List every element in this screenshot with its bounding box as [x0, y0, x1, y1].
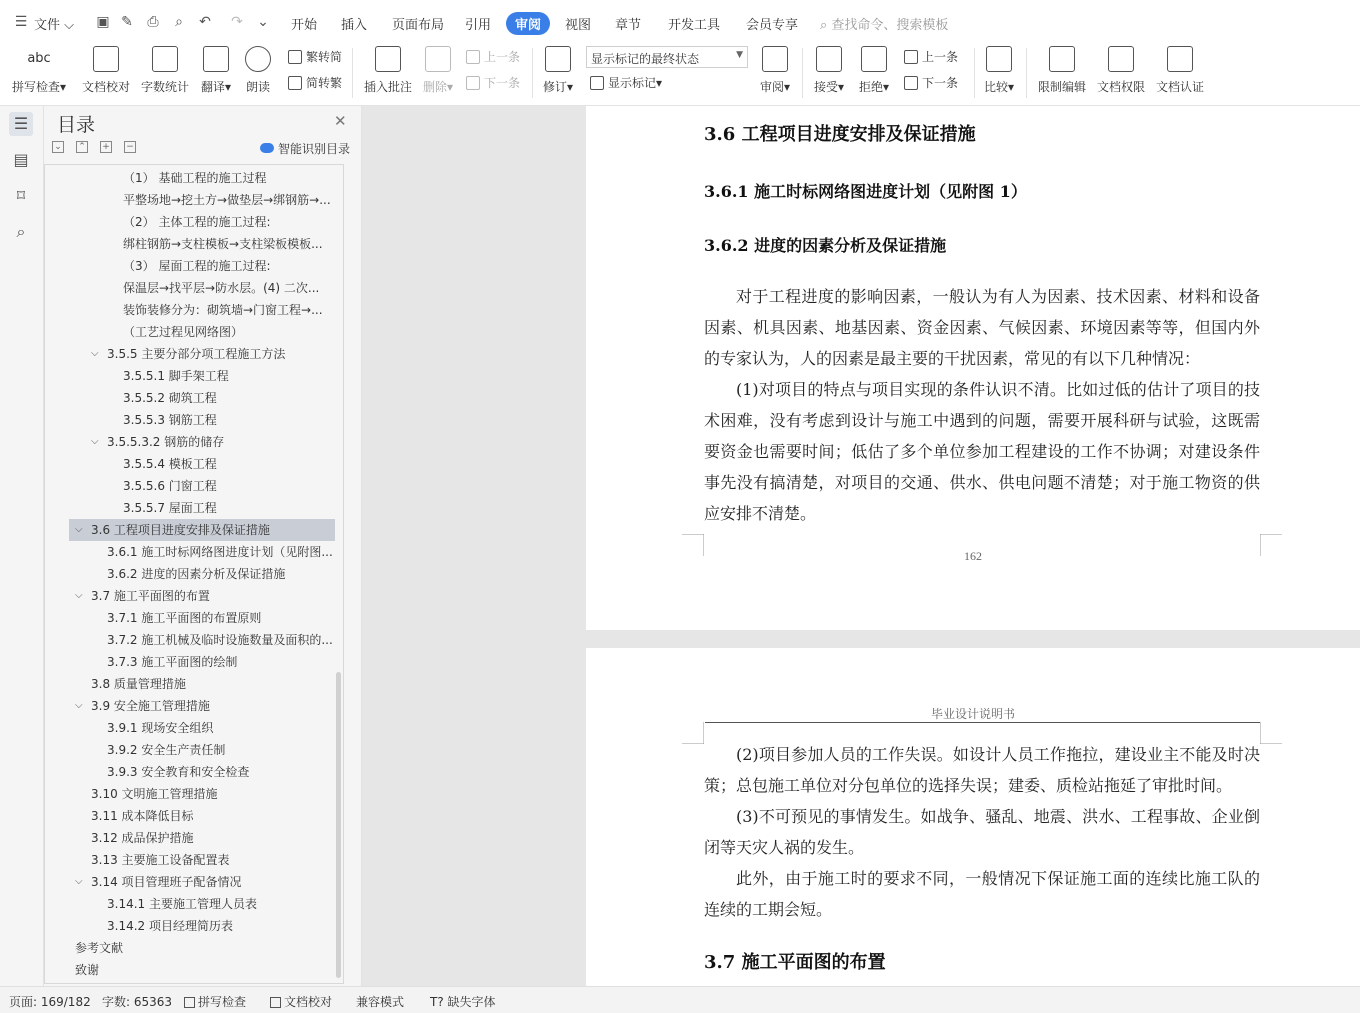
- menu-bar: [0, 0, 1360, 44]
- show-markup-label: 显示标记: [608, 76, 657, 90]
- toc-item-label: （3） 屋面工程的施工过程:: [123, 259, 271, 273]
- toc-item-label: （2） 主体工程的施工过程:: [123, 215, 271, 229]
- doc-proof-button[interactable]: [78, 44, 134, 104]
- word-count-icon: [152, 46, 178, 72]
- toc-item[interactable]: [69, 959, 335, 981]
- tab-view[interactable]: 视图: [565, 18, 592, 33]
- doc-proof-status[interactable]: [270, 993, 332, 1010]
- ribbon-separator: [352, 48, 353, 98]
- toc-item-label: 3.5.5.7 屋面工程: [123, 501, 217, 515]
- document-page: [586, 106, 1360, 630]
- heading-3-6-2: 3.6.2 进度的因素分析及保证措施: [704, 236, 947, 255]
- chevron-down-icon: ▼: [736, 50, 743, 60]
- toc-item-label: 保温层→找平层→防水层。(4) 二次...: [123, 281, 320, 295]
- accept-icon: [816, 46, 842, 72]
- toc-item-label: 3.14.2 项目经理简历表: [107, 919, 233, 933]
- word-count-label: 字数统计: [140, 80, 189, 94]
- toc-item[interactable]: [69, 453, 335, 475]
- tab-page-layout[interactable]: 页面布局: [392, 18, 445, 33]
- toc-item[interactable]: [69, 475, 335, 497]
- document-page: [586, 648, 1360, 986]
- toc-item[interactable]: [69, 607, 335, 629]
- missing-font-label: 缺失字体: [447, 995, 496, 1009]
- toc-item-label: 3.5.5.4 模板工程: [123, 457, 217, 471]
- spell-check-label: 拼写检查: [11, 80, 60, 94]
- bookmark-icon[interactable]: ⌑: [16, 186, 26, 205]
- toc-item-label: 3.12 成品保护措施: [91, 831, 194, 845]
- toc-item[interactable]: [69, 541, 335, 563]
- header-rule: [705, 722, 1260, 723]
- tab-chapter[interactable]: 章节: [615, 18, 642, 33]
- heading-3-6-1: 3.6.1 施工时标网络图进度计划（见附图 1）: [704, 182, 1027, 201]
- toc-item-label: 3.5.5.2 砌筑工程: [123, 391, 217, 405]
- toc-item[interactable]: [69, 761, 335, 783]
- toc-item[interactable]: [69, 563, 335, 585]
- smart-detect-label: 智能识别目录: [278, 142, 351, 156]
- chevron-down-icon[interactable]: ⌵: [91, 436, 99, 447]
- simp-to-trad-icon: [288, 76, 302, 90]
- toc-item[interactable]: [69, 783, 335, 805]
- toc-item[interactable]: [69, 827, 335, 849]
- display-mode-value: 显示标记的最终状态: [591, 52, 700, 66]
- find-icon[interactable]: ⌕: [16, 222, 26, 241]
- toc-item[interactable]: [69, 871, 335, 893]
- review-ribbon: [0, 44, 1360, 106]
- toc-item-label: 3.7.2 施工机械及临时设施数量及面积的...: [107, 633, 333, 647]
- page-indicator[interactable]: 页面: 169/182: [9, 995, 91, 1009]
- chevron-down-icon[interactable]: ⌵: [75, 876, 83, 887]
- paragraph: 对于工程进度的影响因素，一般认为有人为因素、技术因素、材料和设备因素、机具因素、地基因素、资金因素、气候因素、环境因素等等，但国内外的专家认为，人的因素是最主要的干扰因素，常见的有以下几种情况：: [704, 287, 1260, 368]
- toc-item-label: （工艺过程见网络图）: [123, 325, 244, 339]
- page-number: 162: [964, 549, 982, 563]
- toc-item-label: 3.8 质量管理措施: [91, 677, 186, 691]
- toc-item-label: 3.6 工程项目进度安排及保证措施: [91, 523, 270, 537]
- tab-member[interactable]: 会员专享: [746, 18, 799, 33]
- smart-detect-icon: [260, 143, 274, 153]
- print-preview-icon[interactable]: ⌕: [175, 14, 183, 30]
- toc-item[interactable]: [69, 431, 335, 453]
- redo-icon[interactable]: ↷: [231, 14, 243, 30]
- toc-item-label: 3.10 文明施工管理措施: [91, 787, 218, 801]
- toc-item[interactable]: [69, 299, 335, 321]
- next-change-label: 下一条: [922, 76, 959, 90]
- spell-check-status-label: 拼写检查: [198, 995, 247, 1009]
- toc-item[interactable]: [69, 365, 335, 387]
- insert-comment-icon: [375, 46, 401, 72]
- collapse-all-icon[interactable]: ⌄: [52, 141, 64, 153]
- doc-proof-status-label: 文档校对: [284, 995, 333, 1009]
- word-count-indicator[interactable]: 字数: 65363: [102, 995, 173, 1009]
- show-markup-button[interactable]: 显示标记▾: [590, 74, 662, 91]
- toc-item-label: 3.7.1 施工平面图的布置原则: [107, 611, 262, 625]
- toc-scrollbar[interactable]: [336, 672, 341, 978]
- ribbon-separator: [1026, 48, 1027, 98]
- restrict-edit-button[interactable]: [1034, 44, 1090, 104]
- track-changes-label: 修订: [542, 80, 567, 94]
- restrict-edit-label: 限制编辑: [1037, 80, 1086, 94]
- toc-item[interactable]: [69, 167, 335, 189]
- toc-item-label: 3.6.2 进度的因素分析及保证措施: [107, 567, 286, 581]
- file-menu-label: 文件: [34, 18, 61, 33]
- next-change-icon: [904, 76, 918, 90]
- format-painter-icon[interactable]: ✎: [121, 14, 133, 30]
- trad-to-simp-label: 繁转简: [306, 50, 343, 64]
- reject-button[interactable]: 拒绝▾: [855, 44, 893, 104]
- paragraph: 此外，由于施工时的要求不同，一般情况下保证施工面的连续比施工队的连续的工期会短。: [704, 869, 1260, 919]
- toc-item[interactable]: [69, 585, 335, 607]
- save-icon[interactable]: ▣: [96, 14, 110, 30]
- hamburger-menu-icon[interactable]: ☰: [14, 14, 28, 30]
- toc-item[interactable]: [69, 651, 335, 673]
- page-corner-mark: [1260, 722, 1282, 744]
- compat-mode-status: 兼容模式: [356, 995, 405, 1009]
- font-warning-icon: T?: [430, 995, 444, 1009]
- toc-item[interactable]: [69, 211, 335, 233]
- tab-home[interactable]: 开始: [291, 18, 318, 33]
- prev-change-label: 上一条: [922, 50, 959, 64]
- paragraph: (2)项目参加人员的工作失误。如设计人员工作拖拉，建设业主不能及时决策；总包施工单位对分包单位的选择失误；建委、质检站拖延了审批时间。: [704, 745, 1260, 795]
- show-markup-icon: [590, 76, 604, 90]
- toc-item[interactable]: [69, 321, 335, 343]
- doc-permission-button[interactable]: [1093, 44, 1149, 104]
- toc-item[interactable]: [69, 915, 335, 937]
- toc-item-label: 3.9 安全施工管理措施: [91, 699, 210, 713]
- chevron-down-icon[interactable]: ⌵: [75, 700, 83, 711]
- simp-to-trad-button[interactable]: [288, 74, 342, 91]
- doc-certify-icon: [1167, 46, 1193, 72]
- tab-developer[interactable]: 开发工具: [668, 18, 721, 33]
- toc-item-label: 绑柱钢筋→支柱模板→支柱梁板模板...: [123, 237, 323, 251]
- prev-comment-label: 上一条: [484, 50, 521, 64]
- trad-to-simp-icon: [288, 50, 302, 64]
- undo-icon[interactable]: ↶: [199, 14, 211, 30]
- close-icon[interactable]: ✕: [334, 112, 347, 130]
- toc-item[interactable]: [69, 937, 335, 959]
- delete-comment-label: 删除: [422, 80, 447, 94]
- toc-item-label: 3.11 成本降低目标: [91, 809, 194, 823]
- toc-item-label: 平整场地→挖土方→做垫层→绑钢筋→...: [123, 193, 331, 207]
- toc-item[interactable]: [69, 343, 335, 365]
- toc-item-label: （1） 基础工程的施工过程: [123, 171, 267, 185]
- prev-change-icon: [904, 50, 918, 64]
- translate-button[interactable]: 翻译▾: [196, 44, 236, 104]
- translate-label: 翻译: [200, 80, 225, 94]
- doc-proof-status-icon: [270, 997, 281, 1008]
- delete-comment-icon: [425, 46, 451, 72]
- spell-check-button[interactable]: abc 拼写检查▾: [8, 44, 70, 104]
- track-changes-button[interactable]: 修订▾: [540, 44, 576, 104]
- read-aloud-icon: [245, 46, 271, 72]
- toc-item-label: 3.6.1 施工时标网络图进度计划（见附图...: [107, 545, 333, 559]
- add-heading-icon[interactable]: +: [100, 141, 112, 153]
- chevron-down-icon[interactable]: ⌵: [75, 590, 83, 601]
- toc-item-label: 3.9.2 安全生产责任制: [107, 743, 226, 757]
- toc-item[interactable]: [69, 673, 335, 695]
- expand-all-icon[interactable]: ⌃: [76, 141, 88, 153]
- search-placeholder: 查找命令、搜索模板: [831, 18, 949, 33]
- restrict-edit-icon: [1049, 46, 1075, 72]
- toc-item-label: 3.7 施工平面图的布置: [91, 589, 210, 603]
- doc-proof-icon: [93, 46, 119, 72]
- toc-item[interactable]: [69, 739, 335, 761]
- heading-3-7: 3.7 施工平面图的布置: [704, 952, 886, 973]
- toc-item[interactable]: [69, 519, 335, 541]
- toc-item-label: 3.5.5.6 门窗工程: [123, 479, 217, 493]
- toc-item[interactable]: [69, 277, 335, 299]
- compare-button[interactable]: 比较▾: [980, 44, 1018, 104]
- toc-item[interactable]: [69, 893, 335, 915]
- simp-to-trad-label: 简转繁: [306, 76, 343, 90]
- doc-permission-icon: [1108, 46, 1134, 72]
- doc-permission-label: 文档权限: [1096, 80, 1145, 94]
- tab-review[interactable]: 审阅: [506, 12, 550, 35]
- toc-item[interactable]: [69, 387, 335, 409]
- toc-item-label: 3.9.1 现场安全组织: [107, 721, 214, 735]
- status-bar: [0, 986, 1360, 1013]
- toc-item[interactable]: [69, 805, 335, 827]
- toc-item-label: 3.7.3 施工平面图的绘制: [107, 655, 238, 669]
- compare-icon: [986, 46, 1012, 72]
- next-comment-icon: [466, 76, 480, 90]
- toc-item[interactable]: [69, 233, 335, 255]
- spell-check-icon: abc: [27, 51, 51, 66]
- ribbon-separator: [974, 48, 975, 98]
- toc-item[interactable]: [69, 255, 335, 277]
- toc-item[interactable]: [69, 497, 335, 519]
- prev-change-button[interactable]: [904, 48, 958, 65]
- missing-font-status[interactable]: [430, 993, 496, 1010]
- print-icon[interactable]: ⎙: [147, 14, 159, 30]
- next-comment-button[interactable]: [466, 74, 520, 91]
- spell-check-status[interactable]: [184, 993, 246, 1010]
- review-pane-label: 审阅: [759, 80, 784, 94]
- toc-item[interactable]: [69, 189, 335, 211]
- toc-item[interactable]: [69, 695, 335, 717]
- command-search[interactable]: [820, 14, 948, 33]
- navigation-icon-bar: [0, 106, 44, 986]
- insert-comment-button[interactable]: [360, 44, 416, 104]
- tab-insert[interactable]: 插入: [341, 18, 368, 33]
- reject-icon: [861, 46, 887, 72]
- toc-item-label: 3.5.5.3.2 钢筋的储存: [107, 435, 225, 449]
- heading-3-6: 3.6 工程项目进度安排及保证措施: [704, 124, 976, 145]
- toc-item[interactable]: [69, 629, 335, 651]
- reject-label: 拒绝: [858, 80, 883, 94]
- toc-item-label: 致谢: [75, 963, 100, 977]
- remove-heading-icon[interactable]: −: [124, 141, 136, 153]
- document-canvas: [362, 106, 1360, 986]
- compare-label: 比较: [983, 80, 1008, 94]
- toc-item-label: 参考文献: [75, 941, 124, 955]
- toc-item[interactable]: [69, 717, 335, 739]
- toc-item-label: 3.14 项目管理班子配备情况: [91, 875, 242, 889]
- toc-icon[interactable]: ☰: [9, 112, 33, 136]
- insert-comment-label: 插入批注: [363, 80, 412, 94]
- checkbox-icon: [184, 997, 195, 1008]
- prev-comment-icon: [466, 50, 480, 64]
- toc-item-label: 3.5.5.1 脚手架工程: [123, 369, 229, 383]
- toc-item-label: 3.5.5.3 钢筋工程: [123, 413, 217, 427]
- chevron-down-icon[interactable]: ⌵: [91, 348, 99, 359]
- review-pane-button[interactable]: 审阅▾: [756, 44, 794, 104]
- toc-panel: [44, 106, 362, 986]
- page-header: 毕业设计说明书: [930, 707, 1015, 721]
- smart-detect-toc-button[interactable]: [260, 140, 350, 157]
- page-corner-mark: [682, 722, 704, 744]
- toc-item-label: 3.5.5 主要分部分项工程施工方法: [107, 347, 286, 361]
- word-count-button[interactable]: [137, 44, 193, 104]
- customize-arrow-icon[interactable]: ⌄: [257, 14, 269, 30]
- file-menu[interactable]: 文件 ⌵: [34, 18, 75, 33]
- toc-title: 目录: [57, 114, 96, 136]
- read-aloud-button[interactable]: [240, 44, 276, 104]
- toc-list: [44, 164, 344, 984]
- chapter-nav-icon[interactable]: ▤: [13, 150, 29, 169]
- doc-certify-label: 文档认证: [1155, 80, 1204, 94]
- paragraph: (3)不可预见的事情发生。如战争、骚乱、地震、洪水、工程事故、企业倒闭等天灾人祸的发生。: [704, 807, 1260, 857]
- prev-comment-button[interactable]: [466, 48, 520, 65]
- chevron-down-icon[interactable]: ⌵: [75, 524, 83, 535]
- doc-proof-label: 文档校对: [81, 80, 130, 94]
- paragraph: (1)对项目的特点与项目实现的条件认识不清。比如过低的估计了项目的技术困难，没有考虑到设计与施工中遇到的问题，需要开展科研与试验，这既需要资金也需要时间；低估了多个单位参加工程建设的工作不协调；对建设条件事先没有搞清楚，对项目的交通、供水、供电问题不清楚；对于施工物资的供应安排不清楚。: [704, 380, 1260, 523]
- review-pane-icon: [762, 46, 788, 72]
- next-change-button[interactable]: [904, 74, 958, 91]
- toc-item-label: 装饰装修分为：砌筑墙→门窗工程→...: [123, 303, 323, 317]
- search-icon: ⌕: [820, 18, 828, 33]
- ribbon-separator: [802, 48, 803, 98]
- doc-certify-button[interactable]: [1152, 44, 1208, 104]
- read-aloud-label: 朗读: [245, 80, 270, 94]
- translate-icon: [203, 46, 229, 72]
- next-comment-label: 下一条: [484, 76, 521, 90]
- trad-to-simp-button[interactable]: [288, 48, 342, 65]
- ribbon-separator: [532, 48, 533, 98]
- accept-label: 接受: [813, 80, 838, 94]
- toc-item-label: 3.9.3 安全教育和安全检查: [107, 765, 250, 779]
- tab-references[interactable]: 引用: [465, 18, 492, 33]
- toc-item[interactable]: [69, 409, 335, 431]
- toc-item-label: 3.13 主要施工设备配置表: [91, 853, 230, 867]
- accept-button[interactable]: 接受▾: [810, 44, 848, 104]
- display-mode-select[interactable]: [586, 46, 748, 68]
- toc-item-label: 3.14.1 主要施工管理人员表: [107, 897, 257, 911]
- toc-item[interactable]: [69, 849, 335, 871]
- delete-comment-button[interactable]: 删除▾: [420, 44, 456, 104]
- track-changes-icon: [545, 46, 571, 72]
